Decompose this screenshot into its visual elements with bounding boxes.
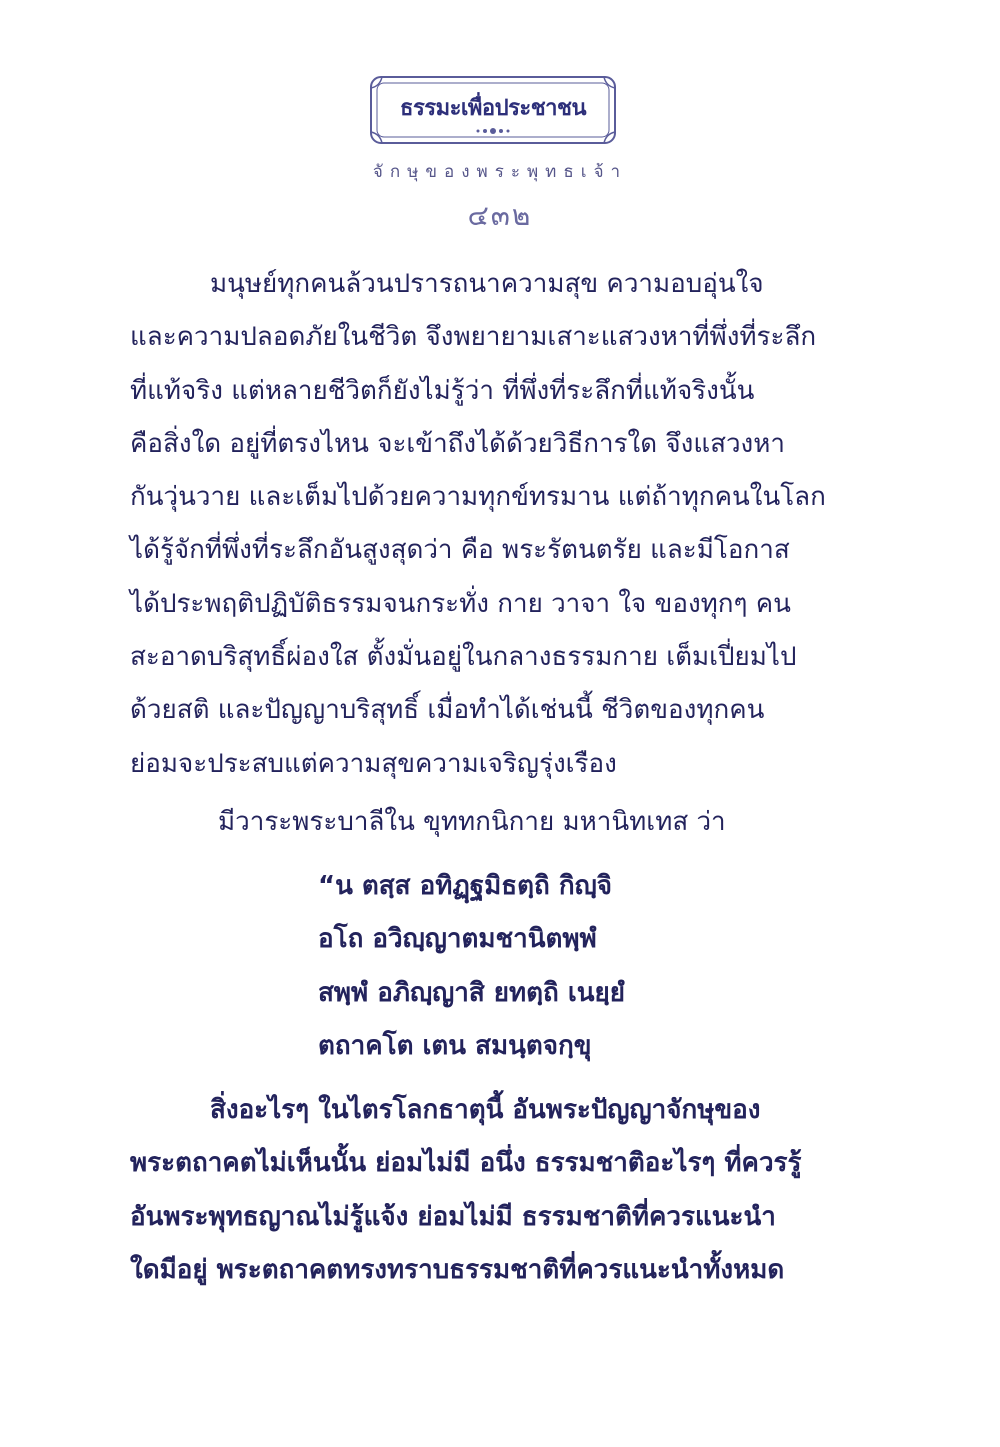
paragraph-line: ได้รู้จักที่พึ่งที่ระลึกอันสูงสุดว่า คือ พระรัตนตรัย และมีโอกาส xyxy=(130,535,790,566)
logo-text: ธรรมะเพื่อประชาชน xyxy=(400,96,586,121)
main-paragraph xyxy=(130,258,848,791)
translation-line: ใดมีอยู่ พระตถาคตทรงทราบธรรมชาติที่ควรแนะนำทั้งหมด xyxy=(130,1254,785,1285)
book-title: จักษุของพระพุทธเจ้า xyxy=(372,162,628,182)
publisher-logo xyxy=(368,74,618,152)
paragraph-line: ที่แท้จริง แต่หลายชีวิตก็ยังไม่รู้ว่า ที่พึ่งที่ระลึกที่แท้จริงนั้น xyxy=(130,375,755,406)
verse-line: ตถาคโต เตน สมนฺตจกฺขุ xyxy=(318,1030,592,1061)
verse-line: อโถ อวิญฺญาตมชานิตพฺพํ xyxy=(318,924,597,955)
paragraph-line: คือสิ่งใด อยู่ที่ตรงไหน จะเข้าถึงได้ด้วยวิธีการใด จึงแสวงหา xyxy=(130,428,785,459)
paragraph-line: กันวุ่นวาย และเต็มไปด้วยความทุกข์ทรมาน แต่ถ้าทุกคนในโลก xyxy=(130,482,826,513)
page-number: ๔๓๒ xyxy=(467,199,533,232)
pali-verse xyxy=(318,860,625,1073)
paragraph-line: ย่อมจะประสบแต่ความสุขความเจริญรุ่งเรือง xyxy=(130,748,617,779)
paragraph-line: ได้ประพฤติปฏิบัติธรรมจนกระทั่ง กาย วาจา ใจ ของทุกๆ คน xyxy=(130,588,791,619)
paragraph-line: สะอาดบริสุทธิ์ผ่องใส ตั้งมั่นอยู่ในกลางธรรมกาย เต็มเปี่ยมไป xyxy=(130,642,797,673)
paragraph-line: ด้วยสติ และปัญญาบริสุทธิ์ เมื่อทำได้เช่นนี้ ชีวิตของทุกคน xyxy=(130,695,765,726)
paragraph-line: และความปลอดภัยในชีวิต จึงพยายามเสาะแสวงหาที่พึ่งที่ระลึก xyxy=(130,322,817,353)
pali-intro: มีวาระพระบาลีใน ขุททกนิกาย มหานิทเทส ว่า xyxy=(218,807,726,837)
translation-line: อันพระพุทธญาณไม่รู้แจ้ง ย่อมไม่มี ธรรมชาติที่ควรแนะนำ xyxy=(130,1201,776,1232)
paragraph-line: มนุษย์ทุกคนล้วนปรารถนาความสุข ความอบอุ่นใจ xyxy=(210,269,764,299)
translation-line: สิ่งอะไรๆ ในไตรโลกธาตุนี้ อันพระปัญญาจักษุของ xyxy=(210,1095,761,1125)
verse-line: “น ตสฺส อทิฏฺฐมิธตฺถิ กิญฺจิ xyxy=(318,871,612,901)
verse-line: สพฺพํ อภิญฺญาสิ ยทตฺถิ เนยฺยํ xyxy=(318,977,625,1008)
verse-translation xyxy=(130,1084,848,1297)
translation-line: พระตถาคตไม่เห็นนั้น ย่อมไม่มี อนึ่ง ธรรมชาติอะไรๆ ที่ควรรู้ xyxy=(130,1148,802,1179)
flourish-icon xyxy=(473,124,513,138)
